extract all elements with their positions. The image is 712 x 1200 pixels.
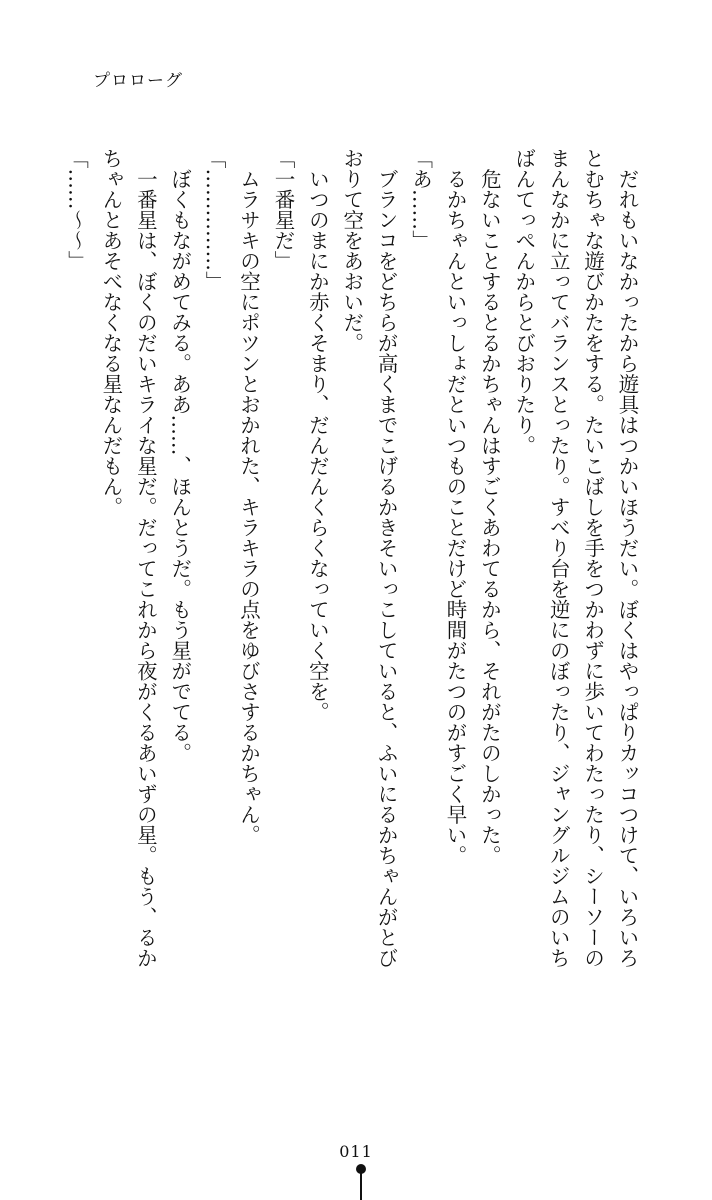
body-text bbox=[59, 148, 644, 1108]
text-line: ちゃんとあそべなくなる星なんだもん。 bbox=[98, 148, 123, 517]
text-line: 「あ……」 bbox=[408, 148, 433, 251]
text-line: 一番星は、ぼくのだいキライな星だ。だってこれから夜がくるあいずの星。もう、るか bbox=[133, 148, 158, 968]
text-line: おりて空をあおいだ。 bbox=[339, 148, 364, 353]
text-line: 危ないことするとるかちゃんはすごくあわてるから、それがたのしかった。 bbox=[477, 148, 502, 866]
text-line: まんなかに立ってバランスとったり。すべり台を逆にのぼったり、ジャングルジムのいち bbox=[546, 148, 571, 968]
text-line: ばんてっぺんからとびおりたり。 bbox=[511, 148, 536, 456]
text-line: 「……～～」 bbox=[64, 148, 89, 271]
text-line: ブランコをどちらが高くまでこげるかきそいっこしていると、ふいにるかちゃんがとび bbox=[374, 148, 399, 968]
page-number: 011 bbox=[339, 1142, 373, 1161]
text-line: 「……………」 bbox=[202, 148, 227, 292]
chapter-title: プロローグ bbox=[93, 71, 183, 91]
text-line: だれもいなかったから遊具はつかいほうだい。ぼくはやっぱりカッコつけて、いろいろ bbox=[615, 148, 639, 968]
text-line: とむちゃな遊びかたをする。たいこばしを手をつかわずに歩いてわたったり、シーソーの bbox=[580, 148, 605, 968]
text-line: ぼくもながめてみる。ああ……、ほんとうだ。もう星がでてる。 bbox=[167, 148, 192, 763]
text-line: ムラサキの空にポツンとおかれた、キラキラの点をゆびさするかちゃん。 bbox=[236, 148, 261, 845]
folio-ornament bbox=[356, 1164, 366, 1200]
text-line: 「一番星だ」 bbox=[270, 148, 295, 271]
text-line: いつのまにか赤くそまり、だんだんくらくなっていく空を。 bbox=[305, 148, 330, 722]
text-line: るかちゃんといっしょだといつものことだけど時間がたつのがすごく早い。 bbox=[442, 148, 467, 866]
folio-rule bbox=[360, 1173, 362, 1200]
